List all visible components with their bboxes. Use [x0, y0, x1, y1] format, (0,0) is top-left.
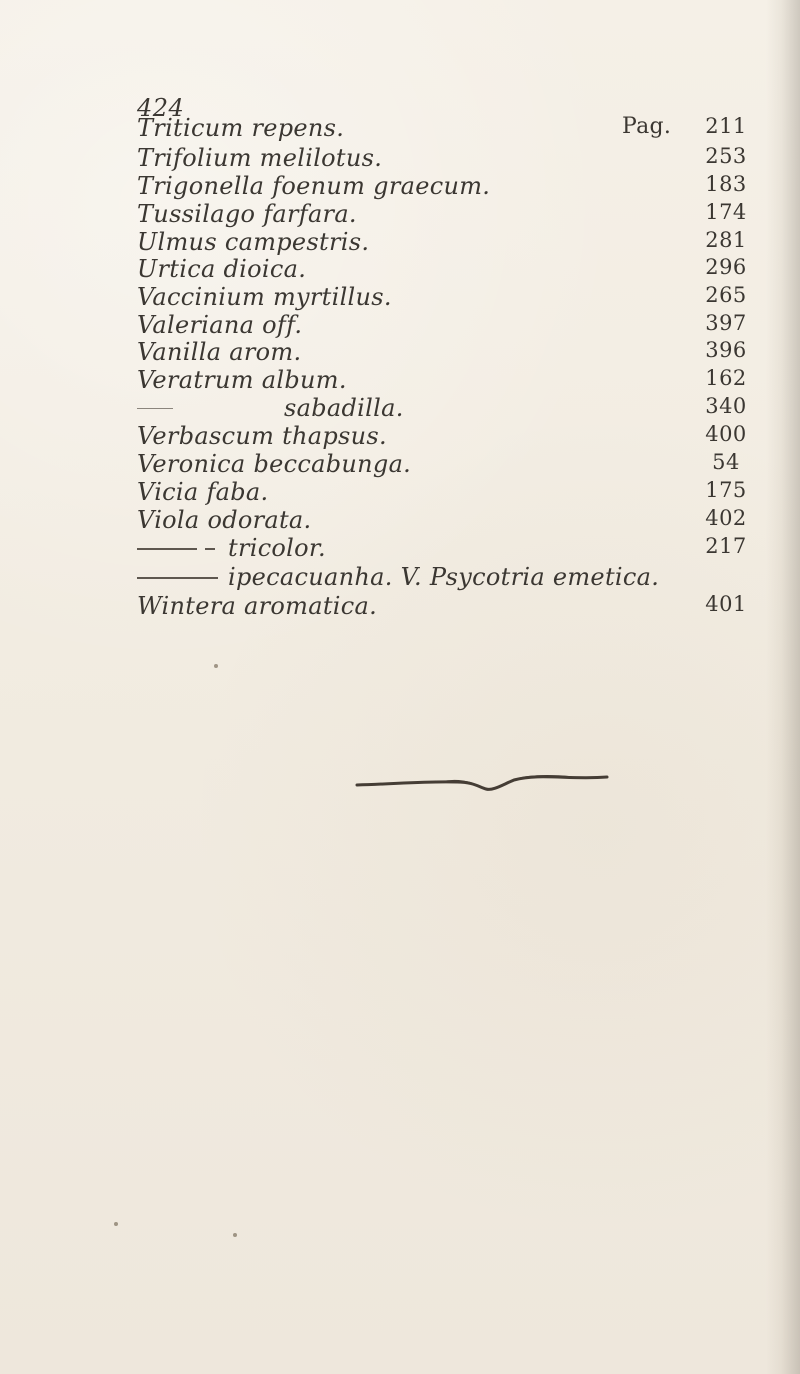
index-entry-label: Wintera aromatica.: [137, 592, 378, 620]
index-entry-label: ipecacuanha. V. Psycotria emetica.: [228, 563, 660, 591]
index-entry-page: 401: [705, 592, 747, 616]
paper-speck: [233, 1233, 237, 1237]
page-column-heading: Pag.: [622, 114, 672, 139]
index-entry-page: 296: [705, 255, 747, 279]
index-entry-label: Vaccinium myrtillus.: [137, 283, 392, 311]
index-entry-page: 183: [705, 172, 747, 196]
index-entry-page: 400: [705, 422, 747, 446]
ornamental-rule: [355, 774, 610, 794]
index-entry-label: Vanilla arom.: [137, 338, 302, 366]
index-entry-page: 217: [705, 534, 747, 558]
index-entry-page: 174: [705, 200, 747, 224]
index-entry-label: Verbascum thapsus.: [137, 422, 387, 450]
index-entry-label: Urtica dioica.: [137, 255, 307, 283]
index-entry-label: Valeriana off.: [137, 311, 303, 339]
index-entry-label: Trifolium melilotus.: [137, 144, 383, 172]
index-entry-label: sabadilla.: [284, 394, 404, 422]
ditto-mark: [205, 548, 215, 550]
index-entry-page: 162: [705, 366, 747, 390]
index-entry-label: tricolor.: [228, 534, 326, 562]
index-entry-page: 54: [712, 450, 740, 474]
ditto-mark: [137, 548, 197, 550]
index-entry-label: Trigonella foenum graecum.: [137, 172, 491, 200]
index-entry-page: 211: [705, 114, 747, 138]
index-entry-page: 281: [705, 228, 747, 252]
index-entry-page: 396: [705, 338, 747, 362]
ditto-mark: [137, 408, 173, 409]
index-entry-page: 175: [705, 478, 747, 502]
page-edge-shadow: [766, 0, 800, 1374]
index-entry-page: 265: [705, 283, 747, 307]
index-entry-label: Ulmus campestris.: [137, 228, 370, 256]
index-entry-page: 340: [705, 394, 747, 418]
paper-speck: [214, 664, 218, 668]
index-entry-label: Tussilago farfara.: [137, 200, 357, 228]
index-entry-page: 402: [705, 506, 747, 530]
index-entry-label: Veratrum album.: [137, 366, 347, 394]
index-entry-label: Vicia faba.: [137, 478, 269, 506]
index-entry-page: 397: [705, 311, 747, 335]
index-entry-label: Triticum repens.: [137, 114, 345, 142]
ditto-mark: [137, 577, 218, 579]
index-entry-page: 253: [705, 144, 747, 168]
paper-speck: [114, 1222, 118, 1226]
index-entry-label: Viola odorata.: [137, 506, 312, 534]
index-entry-label: Veronica beccabunga.: [137, 450, 412, 478]
page-number: 424: [137, 94, 185, 122]
